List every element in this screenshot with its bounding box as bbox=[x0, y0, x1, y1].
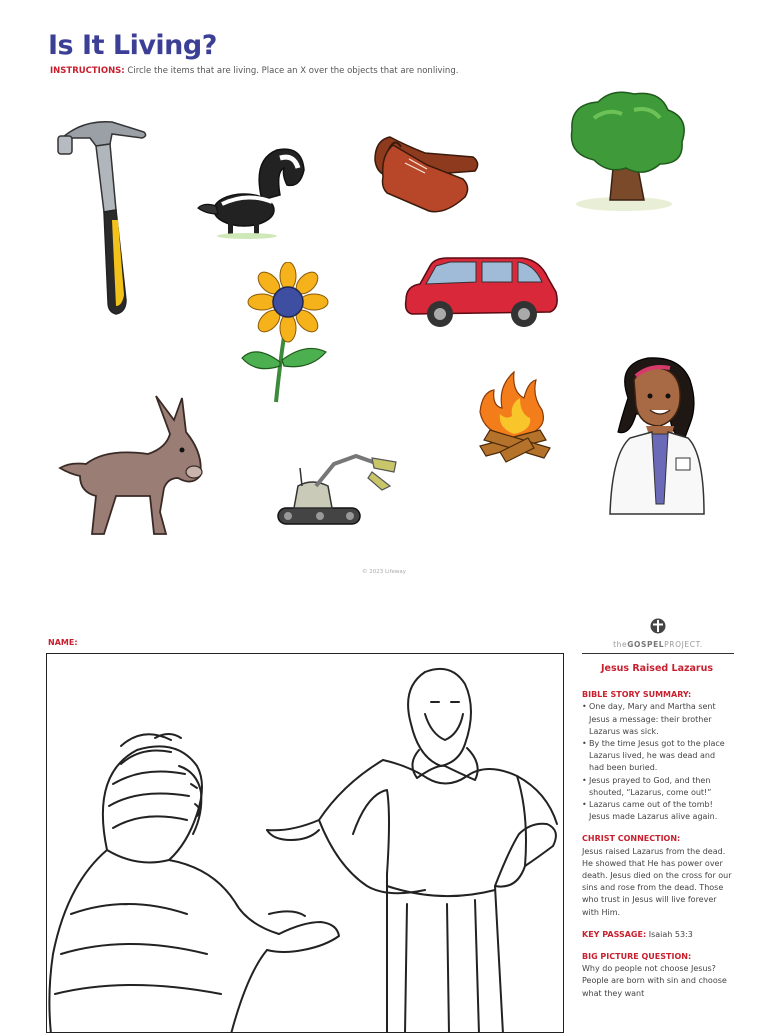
christ-connection-heading: CHRIST CONNECTION: bbox=[582, 834, 681, 844]
summary-item: • Lazarus came out of the tomb! Jesus made Lazarus alive again. bbox=[589, 799, 732, 823]
christ-connection-text: Jesus raised Lazarus from the dead. He showed that He has power over death. Jesus died on the cross for our sins and rose from the dead. Those who trust in Jesus will live forever with Him. bbox=[582, 846, 732, 917]
summary-item: • One day, Mary and Martha sent Jesus a message: their brother Lazarus was sick. bbox=[589, 701, 732, 738]
story-title: Jesus Raised Lazarus bbox=[600, 663, 714, 674]
brand-divider bbox=[582, 653, 734, 654]
robot-icon[interactable] bbox=[272, 448, 404, 528]
jesus-and-martha-line-art bbox=[47, 654, 564, 1033]
donkey-icon[interactable] bbox=[56, 392, 208, 540]
campfire-icon[interactable] bbox=[470, 368, 558, 468]
big-picture-text: Why do people not choose Jesus? People are born with sin and choose what they want bbox=[582, 964, 727, 998]
sunflower-icon[interactable] bbox=[236, 262, 336, 404]
big-picture-heading: BIG PICTURE QUESTION: bbox=[582, 952, 692, 962]
tree-icon[interactable] bbox=[564, 88, 694, 213]
brand-logo bbox=[582, 618, 734, 649]
instructions bbox=[50, 66, 458, 76]
summary-list bbox=[582, 701, 732, 823]
key-passage-label: KEY PASSAGE: bbox=[582, 929, 647, 939]
summary-heading: BIBLE STORY SUMMARY: bbox=[582, 690, 692, 700]
gospel-project-logo-icon bbox=[650, 618, 666, 634]
key-passage-ref: Isaiah 53:3 bbox=[648, 929, 693, 939]
summary-item: • By the time Jesus got to the place Lazarus lived, he was dead and had been buried. bbox=[589, 738, 732, 775]
hammer-icon[interactable] bbox=[52, 110, 152, 325]
instructions-label: INSTRUCTIONS: bbox=[50, 66, 125, 76]
key-passage bbox=[582, 929, 732, 941]
summary-item: • Jesus prayed to God, and then shouted, “Lazarus, come out!” bbox=[589, 775, 732, 799]
name-label: NAME: bbox=[48, 638, 78, 647]
copyright: © 2023 Lifeway bbox=[361, 569, 407, 575]
skunk-icon[interactable] bbox=[192, 140, 312, 240]
coloring-area[interactable] bbox=[46, 653, 564, 1033]
car-icon[interactable] bbox=[400, 252, 562, 332]
brand-prefix: the bbox=[613, 640, 628, 649]
doctor-icon[interactable] bbox=[600, 354, 712, 526]
instructions-text: Circle the items that are living. Place an X over the objects that are nonliving. bbox=[127, 66, 459, 76]
shoes-icon[interactable] bbox=[365, 115, 485, 220]
brand-suffix: PROJECT. bbox=[664, 640, 703, 649]
brand-name bbox=[582, 640, 734, 649]
story-sidebar bbox=[582, 663, 732, 1000]
brand-bold: GOSPEL bbox=[627, 640, 665, 649]
page-title: Is It Living? bbox=[48, 30, 217, 61]
